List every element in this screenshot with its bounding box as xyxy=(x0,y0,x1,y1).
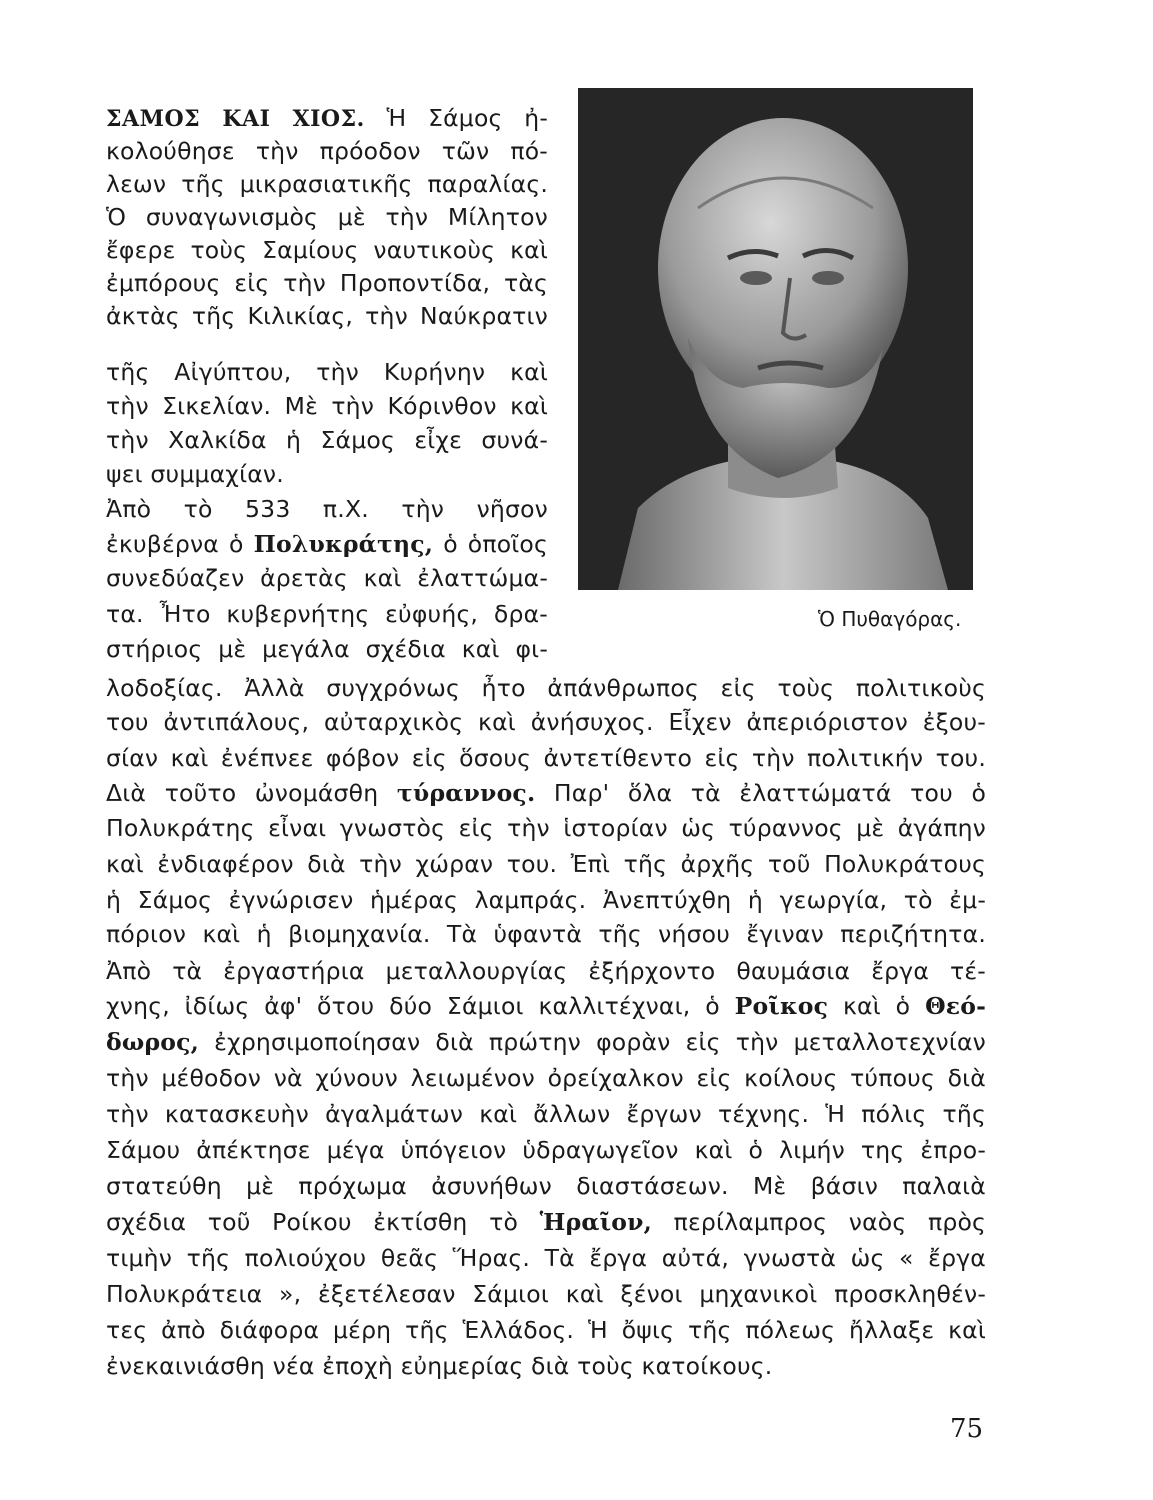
text-fragment: χνης, ἰδίως ἀφ' ὅτου δύο Σάμιοι καλλιτέχναι, ὁ xyxy=(106,992,720,1020)
text-line-24: πόριον καὶ ἡ βιομηχανία. Τὰ ὑφαντὰ τῆς νήσου ἔγιναν περιζήτητα. xyxy=(106,920,986,948)
text-line-10: τὴν Χαλκίδα ἡ Σάμος εἶχε συνά- xyxy=(106,426,548,454)
text-line-6: ἐμπόρους εἰς τὴν Προποντίδα, τὰς xyxy=(106,269,548,297)
text-line-32 xyxy=(106,1206,986,1238)
bold-term-roikos: Ροῖκος xyxy=(734,992,829,1020)
text-fragment: καὶ ὁ xyxy=(842,992,911,1020)
text-line-36: ἐνεκαινιάσθη νέα ἐποχὴ εὐημερίας διὰ τοὺς κατοίκους. xyxy=(106,1352,773,1380)
text-line-17: λοδοξίας. Ἀλλὰ συγχρόνως ἦτο ἀπάνθρωπος εἰς τοὺς πολιτικοὺς xyxy=(106,674,986,702)
text-fragment: Παρ' ὅλα τὰ ἐλαττώματά του ὁ xyxy=(553,779,987,807)
text-line-16: στήριος μὲ μεγάλα σχέδια καὶ φι- xyxy=(106,635,548,663)
text-line-8: τῆς Αἰγύπτου, τὴν Κυρήνην καὶ xyxy=(106,358,548,386)
text-fragment: περίλαμπρος ναὸς πρὸς xyxy=(673,1208,987,1236)
section-heading: ΣΑΜΟΣ ΚΑΙ ΧΙΟΣ. xyxy=(106,106,365,132)
bold-term-theodoros-end: δωρος, xyxy=(106,1028,200,1056)
figure-caption: Ὁ Πυθαγόρας. xyxy=(818,607,962,631)
text-line-18: του ἀντιπάλους, αὐταρχικὸς καὶ ἀνήσυχος. Εἶχεν ἀπεριόριστον ἐξου- xyxy=(106,708,986,736)
text-line-1 xyxy=(106,102,548,135)
text-fragment: ὁ ὁποῖος xyxy=(443,530,549,558)
text-line-35: τες ἀπὸ διάφορα μέρη τῆς Ἑλλάδος. Ἡ ὄψις τῆς πόλεως ἤλλαξε καὶ xyxy=(106,1316,986,1344)
text-line-23: ἡ Σάμος ἐγνώρισεν ἡμέρας λαμπράς. Ἀνεπτύχθη ἡ γεωργία, τὸ ἐμ- xyxy=(106,886,986,914)
text-line-22: καὶ ἐνδιαφέρον διὰ τὴν χώραν του. Ἐπὶ τῆς ἀρχῆς τοῦ Πολυκράτους xyxy=(106,850,986,878)
text-line-4: Ὁ συναγωνισμὸς μὲ τὴν Μίλητον xyxy=(106,203,548,231)
text-fragment: σχέδια τοῦ Ροίκου ἐκτίσθη τὸ xyxy=(106,1208,519,1236)
text-line-14: συνεδύαζεν ἀρετὰς καὶ ἐλαττώμα- xyxy=(106,564,548,592)
text-fragment: Ἡ Σάμος ἠ- xyxy=(386,104,549,132)
bold-term-tyrannos: τύραννος. xyxy=(396,779,536,807)
text-line-34: Πολυκράτεια », ἐξετέλεσαν Σάμιοι καὶ ξένοι μηχανικοὶ προσκληθέν- xyxy=(106,1280,986,1308)
text-line-13 xyxy=(106,528,548,560)
text-line-5: ἔφερε τοὺς Σαμίους ναυτικοὺς καὶ xyxy=(106,236,548,264)
text-line-30: Σάμου ἀπέκτησε μέγα ὑπόγειον ὑδραγωγεῖον καὶ ὁ λιμήν της ἐπρο- xyxy=(106,1136,986,1164)
text-line-21: Πολυκράτης εἶναι γνωστὸς εἰς τὴν ἱστορίαν ὡς τύραννος μὲ ἀγάπην xyxy=(106,814,986,842)
page-number: 75 xyxy=(950,1414,984,1444)
text-line-20 xyxy=(106,777,986,809)
pythagoras-bust-photo xyxy=(578,88,973,590)
text-fragment: ἐχρησιμοποίησαν διὰ πρώτην φορὰν εἰς τὴν μεταλλοτεχνίαν xyxy=(214,1028,986,1056)
bold-term-theodoros: Θεό- xyxy=(925,992,987,1020)
text-fragment: Διὰ τοῦτο ὠνομάσθη xyxy=(106,779,379,807)
text-line-15: τα. Ἦτο κυβερνήτης εὐφυής, δρα- xyxy=(106,600,548,628)
bold-term-polykrates: Πολυκράτης, xyxy=(253,530,434,558)
text-line-31: στατεύθη μὲ πρόχωμα ἀσυνήθων διαστάσεων. Μὲ βάσιν παλαιὰ xyxy=(106,1172,986,1200)
text-line-26 xyxy=(106,990,986,1022)
text-line-19: σίαν καὶ ἐνέπνεε φόβον εἰς ὅσους ἀντετίθεντο εἰς τὴν πολιτικήν του. xyxy=(106,744,986,772)
text-line-29: τὴν κατασκευὴν ἀγαλμάτων καὶ ἄλλων ἔργων τέχνης. Ἡ πόλις τῆς xyxy=(106,1100,986,1128)
bold-term-heraion: Ἡραῖον, xyxy=(539,1208,653,1236)
text-line-11: ψει συμμαχίαν. xyxy=(106,460,284,488)
text-fragment: ἐκυβέρνα ὁ xyxy=(106,530,244,558)
text-line-25: Ἀπὸ τὰ ἐργαστήρια μεταλλουργίας ἐξήρχοντο θαυμάσια ἔργα τέ- xyxy=(106,957,986,985)
text-line-3: λεων τῆς μικρασιατικῆς παραλίας. xyxy=(106,170,548,198)
text-line-2: κολούθησε τὴν πρόοδον τῶν πό- xyxy=(106,137,548,165)
text-line-7: ἀκτὰς τῆς Κιλικίας, τὴν Ναύκρατιν xyxy=(106,302,548,330)
text-line-12: Ἀπὸ τὸ 533 π.Χ. τὴν νῆσον xyxy=(106,495,548,523)
text-line-28: τὴν μέθοδον νὰ χύνουν λειωμένον ὀρείχαλκον εἰς κοίλους τύπους διὰ xyxy=(106,1064,986,1092)
text-line-9: τὴν Σικελίαν. Μὲ τὴν Κόρινθον καὶ xyxy=(106,392,548,420)
text-line-27 xyxy=(106,1026,986,1058)
bust-illustration xyxy=(578,88,973,590)
text-line-33: τιμὴν τῆς πολιούχου θεᾶς Ἥρας. Τὰ ἔργα αὐτά, γνωστὰ ὡς « ἔργα xyxy=(106,1244,986,1272)
